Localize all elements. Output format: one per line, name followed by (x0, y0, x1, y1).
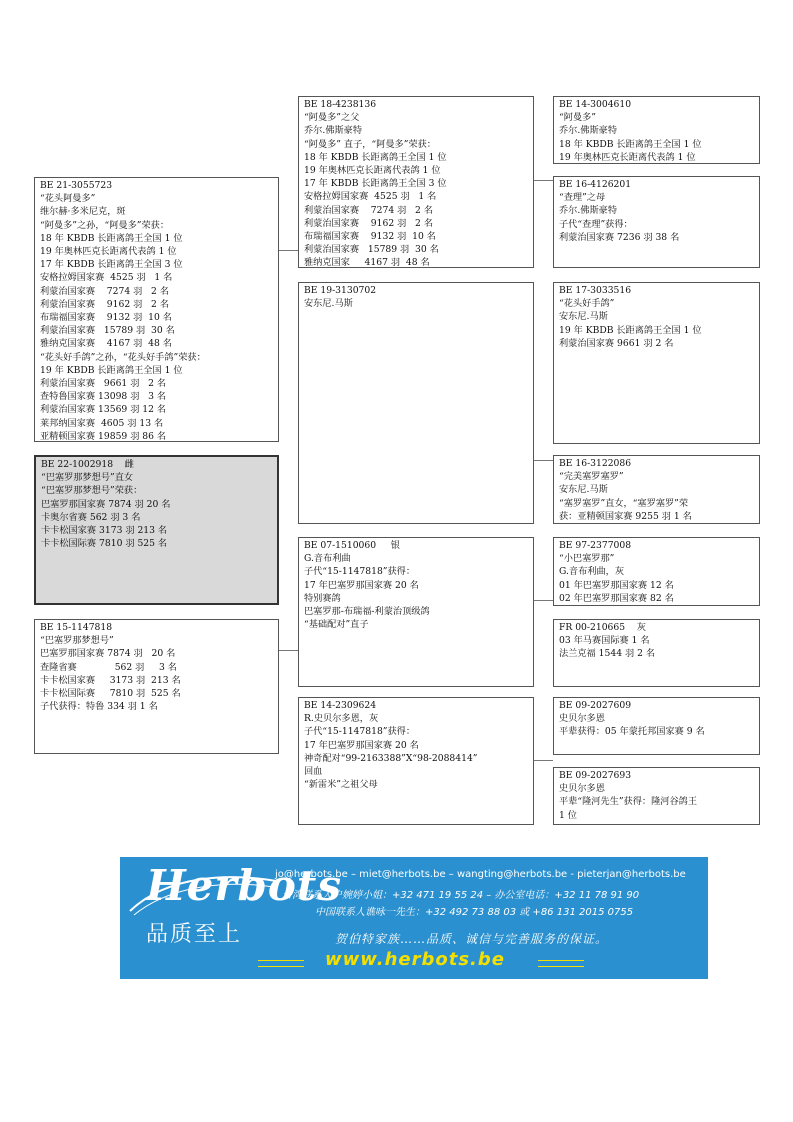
pedigree-line: 法兰克福 1544 羽 2 名 (559, 648, 656, 660)
pedigree-line: 19 年 KBDB 长距离鸽王全国 1 位 (40, 364, 183, 376)
banner-emails[interactable]: jo@herbots.be – miet@herbots.be – wangting@herbots.be - pieterjan@herbots.be (275, 869, 686, 880)
pedigree-line: 19 年奥林匹克长距离代表鸽 1 位 (559, 151, 696, 163)
pedigree-line: “基础配对”直子 (304, 619, 369, 631)
pedigree-line: “花头好手鸽” (559, 298, 615, 310)
pedigree-line: 03 年马赛国际赛 1 名 (559, 635, 650, 647)
pedigree-line: 卡卡松国际赛 7810 羽 525 名 (41, 538, 168, 550)
connector (278, 250, 298, 251)
pedigree-box-dsd (553, 619, 760, 687)
pedigree-line: 卡奥尔省赛 562 羽 3 名 (41, 511, 141, 523)
pedigree-line: “小巴塞罗那” (559, 553, 615, 565)
pedigree-line: BE 09-2027693 (559, 770, 632, 781)
pedigree-line: BE 97-2377008 (559, 540, 632, 551)
pedigree-line: 1 位 (559, 809, 577, 821)
divider (538, 960, 584, 967)
connector (533, 760, 553, 761)
pedigree-line: BE 07-1510060 银 (304, 540, 400, 551)
pedigree-line: BE 16-4126201 (559, 179, 632, 190)
pedigree-line: 利蒙治国家赛 7274 羽 2 名 (304, 204, 434, 216)
pedigree-line: BE 22-1002918 雌 (41, 459, 134, 470)
pedigree-line: BE 16-3122086 (559, 458, 632, 469)
pedigree-line: FR 00-210665 灰 (559, 622, 646, 633)
pedigree-line: 利蒙治国家赛 15789 羽 30 名 (304, 244, 439, 256)
pedigree-line: 子代“查理”获得： (559, 218, 633, 230)
pedigree-box-sire-dam (298, 282, 534, 524)
pedigree-line: 利蒙治国家赛 9162 羽 2 名 (40, 298, 170, 310)
pedigree-line: 安东尼.马斯 (559, 484, 608, 496)
pedigree-line: “巴塞罗那梦想号”直女 (41, 472, 134, 484)
pedigree-box-dds (553, 697, 760, 755)
pedigree-line: 卡卡松国家赛 3173 羽 213 名 (40, 674, 181, 686)
pedigree-line: 查特鲁国家赛 13098 羽 3 名 (40, 391, 167, 403)
pedigree-line: 亚精顿国家赛 19859 羽 86 名 (40, 430, 167, 442)
pedigree-line: BE 15-1147818 (40, 622, 113, 633)
pedigree-line: “花头好手鸽”之孙，“花头好手鸽”荣获： (40, 351, 206, 363)
pedigree-box-dam-sire (298, 537, 534, 687)
pedigree-box-sire-sire (298, 96, 534, 268)
herbots-logo: Herbots (146, 861, 342, 910)
pedigree-line: “阿曼多”之孙，“阿曼多”荣获： (40, 219, 170, 231)
pedigree-line: R.史贝尔多恩，灰 (304, 713, 379, 725)
pedigree-line: 卡卡松国际赛 7810 羽 525 名 (40, 688, 181, 700)
pedigree-line: BE 19-3130702 (304, 285, 377, 296)
pedigree-line: 18 年 KBDB 长距离鸽王全国 1 位 (559, 138, 702, 150)
pedigree-line: 乔尔.佛斯豪特 (559, 125, 618, 137)
pedigree-line: 利蒙治国家赛 15789 羽 30 名 (40, 325, 175, 337)
website-link[interactable]: www.herbots.be (325, 949, 505, 970)
pedigree-line: 布瑞福国家赛 9132 羽 10 名 (304, 231, 436, 243)
pedigree-line: 利蒙治国家赛 9162 羽 2 名 (304, 217, 434, 229)
pedigree-line: 17 年巴塞罗那国家赛 20 名 (304, 579, 419, 591)
pedigree-box-dss (553, 537, 760, 606)
pedigree-line: 莱邦纳国家赛 4605 羽 13 名 (40, 417, 164, 429)
pedigree-line: 平辈“隆河先生”获得：隆河谷鸽王 (559, 796, 698, 808)
pedigree-line: 巴塞罗那国家赛 7874 羽 20 名 (40, 648, 176, 660)
pedigree-box-sds (553, 282, 760, 444)
pedigree-line: 雅纳克国家 4167 羽 48 名 (304, 257, 430, 268)
pedigree-line: 18 年 KBDB 长距离鸽王全国 1 位 (40, 232, 183, 244)
pedigree-line: “阿曼多”之父 (304, 112, 360, 124)
pedigree-line: “新雷米”之祖父母 (304, 779, 378, 791)
pedigree-box-ddd (553, 767, 760, 825)
pedigree-line: 获：亚精顿国家赛 9255 羽 1 名 (559, 510, 692, 522)
pedigree-line: BE 17-3033516 (559, 285, 632, 296)
pedigree-line: 安格拉姆国家赛 4525 羽 1 名 (304, 191, 437, 203)
connector (533, 460, 553, 461)
pedigree-line: 安东尼.马斯 (304, 298, 353, 310)
pedigree-line: “花头阿曼多” (40, 193, 96, 205)
connector (533, 600, 553, 601)
divider (258, 960, 304, 967)
pedigree-line: 史贝尔多恩 (559, 713, 605, 725)
pedigree-box-subject[interactable] (34, 455, 279, 605)
pedigree-line: G.音布利曲 (304, 553, 351, 565)
pedigree-line: 巴塞罗那国家赛 7874 羽 20 名 (41, 498, 171, 510)
pedigree-line: 乔尔.佛斯豪特 (559, 205, 618, 217)
pedigree-line: 18 年 KBDB 长距离鸽王全国 1 位 (304, 151, 447, 163)
pedigree-line: 乔尔.佛斯豪特 (304, 125, 363, 137)
pedigree-line: 平辈获得：05 年蒙托邦国家赛 9 名 (559, 726, 705, 738)
pedigree-line: 查隆省赛 562 羽 3 名 (40, 661, 177, 673)
pedigree-line: 02 年巴塞罗那国家赛 82 名 (559, 592, 674, 604)
pedigree-line: 利蒙治国家赛 9661 羽 2 名 (40, 378, 167, 390)
pedigree-box-dam (34, 619, 279, 754)
pedigree-line: 安东尼.马斯 (559, 311, 608, 323)
banner-taiwan-contact: 台湾联系人户婉婷小姐：+32 471 19 55 24 – 办公室电话：+32 11 78 91 90 (282, 890, 640, 901)
pedigree-line: 巴塞罗那-布瑞福-利蒙治顶级鸽 (304, 606, 430, 618)
pedigree-line: “查理”之母 (559, 192, 606, 204)
pedigree-line: 特别赛鸽 (304, 592, 341, 604)
pedigree-line: 子代“15-1147818”获得： (304, 726, 416, 738)
pedigree-line: BE 09-2027609 (559, 700, 632, 711)
pedigree-line: 子代“15-1147818”获得： (304, 566, 416, 578)
pedigree-line: 01 年巴塞罗那国家赛 12 名 (559, 579, 674, 591)
pedigree-line: 19 年 KBDB 长距离鸽王全国 1 位 (559, 324, 702, 336)
pedigree-line: 卡卡松国家赛 3173 羽 213 名 (41, 525, 168, 537)
pedigree-line: 维尔赫·多米尼克，斑 (40, 206, 126, 218)
pedigree-line: “巴塞罗那梦想号”荣获： (41, 485, 143, 497)
pedigree-line: “塞罗塞罗”直女，“塞罗塞罗”荣 (559, 497, 689, 509)
pedigree-line: 利蒙治国家赛 9661 羽 2 名 (559, 337, 674, 349)
pedigree-line: 安格拉姆国家赛 4525 羽 1 名 (40, 272, 173, 284)
pedigree-box-dam-dam (298, 697, 534, 825)
pedigree-line: 19 年奥林匹克长距离代表鸽 1 位 (40, 246, 177, 258)
pedigree-line: BE 18-4238136 (304, 99, 377, 110)
connector (278, 650, 298, 651)
herbots-banner (120, 857, 708, 979)
banner-china-contact: 中国联系人谯咏一先生：+32 492 73 88 03 或 +86 131 2015 0755 (315, 907, 634, 918)
pedigree-line: 17 年 KBDB 长距离鸽王全国 3 位 (40, 259, 183, 271)
pedigree-line: 子代获得：特鲁 334 羽 1 名 (40, 701, 158, 713)
pedigree-line: BE 14-2309624 (304, 700, 377, 711)
pedigree-line: G.音布利曲，灰 (559, 566, 625, 578)
pedigree-line: “完美塞罗塞罗” (559, 471, 624, 483)
pedigree-line: 利蒙治国家赛 7274 羽 2 名 (40, 285, 170, 297)
pedigree-box-sss (553, 96, 760, 164)
pedigree-line: 神奇配对“99-2163388”X“98-2088414” (304, 752, 478, 764)
pedigree-box-sire (34, 177, 279, 442)
pedigree-line: “巴塞罗那梦想号” (40, 635, 114, 647)
pedigree-line: 史贝尔多恩 (559, 783, 605, 795)
pedigree-line: 雅纳克国家赛 4167 羽 48 名 (40, 338, 172, 350)
pedigree-line: BE 21-3055723 (40, 180, 113, 191)
pedigree-line: 利蒙治国家赛 7236 羽 38 名 (559, 231, 680, 243)
banner-slogan: 贺伯特家族……品质、诚信与完善服务的保证。 (335, 932, 609, 946)
pedigree-line: BE 14-3004610 (559, 99, 632, 110)
banner-tagline: 品质至上 (146, 922, 243, 947)
connector (533, 180, 553, 181)
pedigree-line: 布瑞福国家赛 9132 羽 10 名 (40, 312, 172, 324)
pedigree-line: 回血 (304, 766, 323, 778)
pedigree-box-ssd (553, 176, 760, 268)
pedigree-line: 利蒙治国家赛 13569 羽 12 名 (40, 404, 167, 416)
pedigree-line: “阿曼多” (559, 112, 596, 124)
pedigree-box-sdd (553, 455, 760, 524)
pedigree-line: “阿曼多” 直子，“阿曼多”荣获： (304, 138, 436, 150)
pedigree-line: 17 年巴塞罗那国家赛 20 名 (304, 739, 419, 751)
pedigree-line: 19 年奥林匹克长距离代表鸽 1 位 (304, 165, 441, 177)
pedigree-line: 17 年 KBDB 长距离鸽王全国 3 位 (304, 178, 447, 190)
